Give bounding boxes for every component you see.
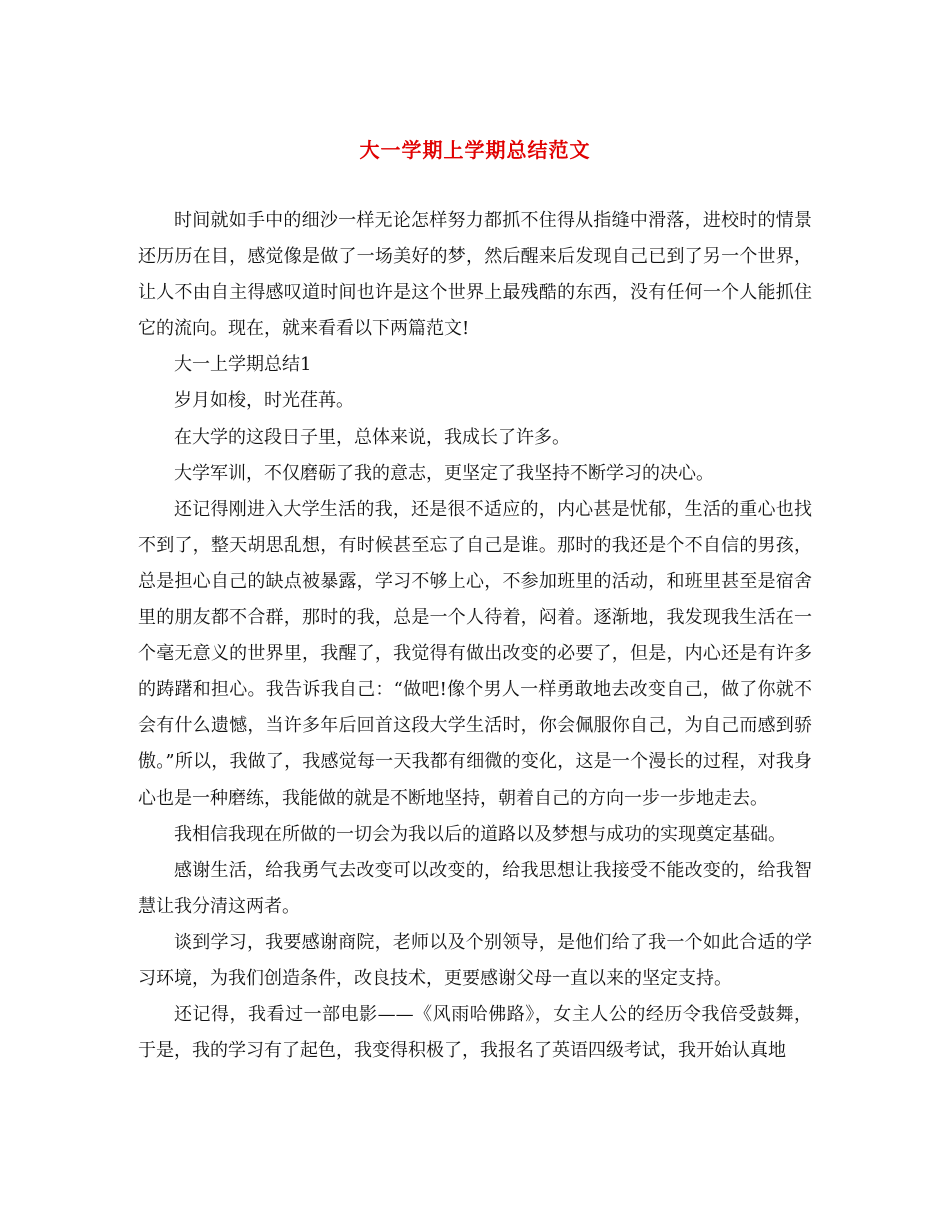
paragraph: 岁月如梭，时光荏苒。 [174,390,354,412]
paragraph: 谈到学习，我要感谢商院，老师以及个别领导，是他们给了我一个如此合适的学习环境，为我们创造条件，改良技术，更要感谢父母一直以来的坚定支持。 [138,931,812,989]
paragraph: 在大学的这段日子里，总体来说，我成长了许多。 [174,426,570,448]
paragraph: 大学军训，不仅磨砺了我的意志，更坚定了我坚持不断学习的决心。 [174,462,714,484]
paragraph: 还记得刚进入大学生活的我，还是很不适应的，内心甚是忧郁，生活的重心也找不到了，整天胡思乱想，有时候甚至忘了自己是谁。那时的我还是个不自信的男孩，总是担心自己的缺点被暴露，学习不够上心，不参加班里的活动，和班里甚至是宿舍里的朋友都不合群，那时的我，总是一个人待着，闷着。逐渐地，我发现我生活在一个毫无意义的世界里，我醒了，我觉得有做出改变的必要了，但是，内心还是有许多的踌躇和担心。我告诉我自己：“做吧!像个男人一样勇敢地去改变自己，做了你就不会有什么遗憾，当许多年后回首这段大学生活时，你会佩服你自己，为自己而感到骄傲。”所以，我做了，我感觉每一天我都有细微的变化，这是一个漫长的过程，对我身心也是一种磨练，我能做的就是不断地坚持，朝着自己的方向一步一步地走去。 [138,498,812,809]
section-heading: 大一上学期总结1 [174,354,312,376]
paragraph: 还记得，我看过一部电影——《风雨哈佛路》，女主人公的经历令我倍受鼓舞，于是，我的学习有了起色，我变得积极了，我报名了英语四级考试，我开始认真地 [138,1004,812,1062]
document-body [138,203,812,1069]
paragraph: 我相信我现在所做的一切会为我以后的道路以及梦想与成功的实现奠定基础。 [174,823,786,845]
document-title: 大一学期上学期总结范文 [359,138,591,162]
paragraph-intro: 时间就如手中的细沙一样无论怎样努力都抓不住得从指缝中滑落，进校时的情景还历历在目，感觉像是做了一场美好的梦，然后醒来后发现自己已到了另一个世界，让人不由自主得感叹道时间也许是这个世界上最残酷的东西，没有任何一个人能抓住它的流向。现在，就来看看以下两篇范文! [138,210,812,340]
paragraph: 感谢生活，给我勇气去改变可以改变的，给我思想让我接受不能改变的，给我智慧让我分清这两者。 [138,859,812,917]
